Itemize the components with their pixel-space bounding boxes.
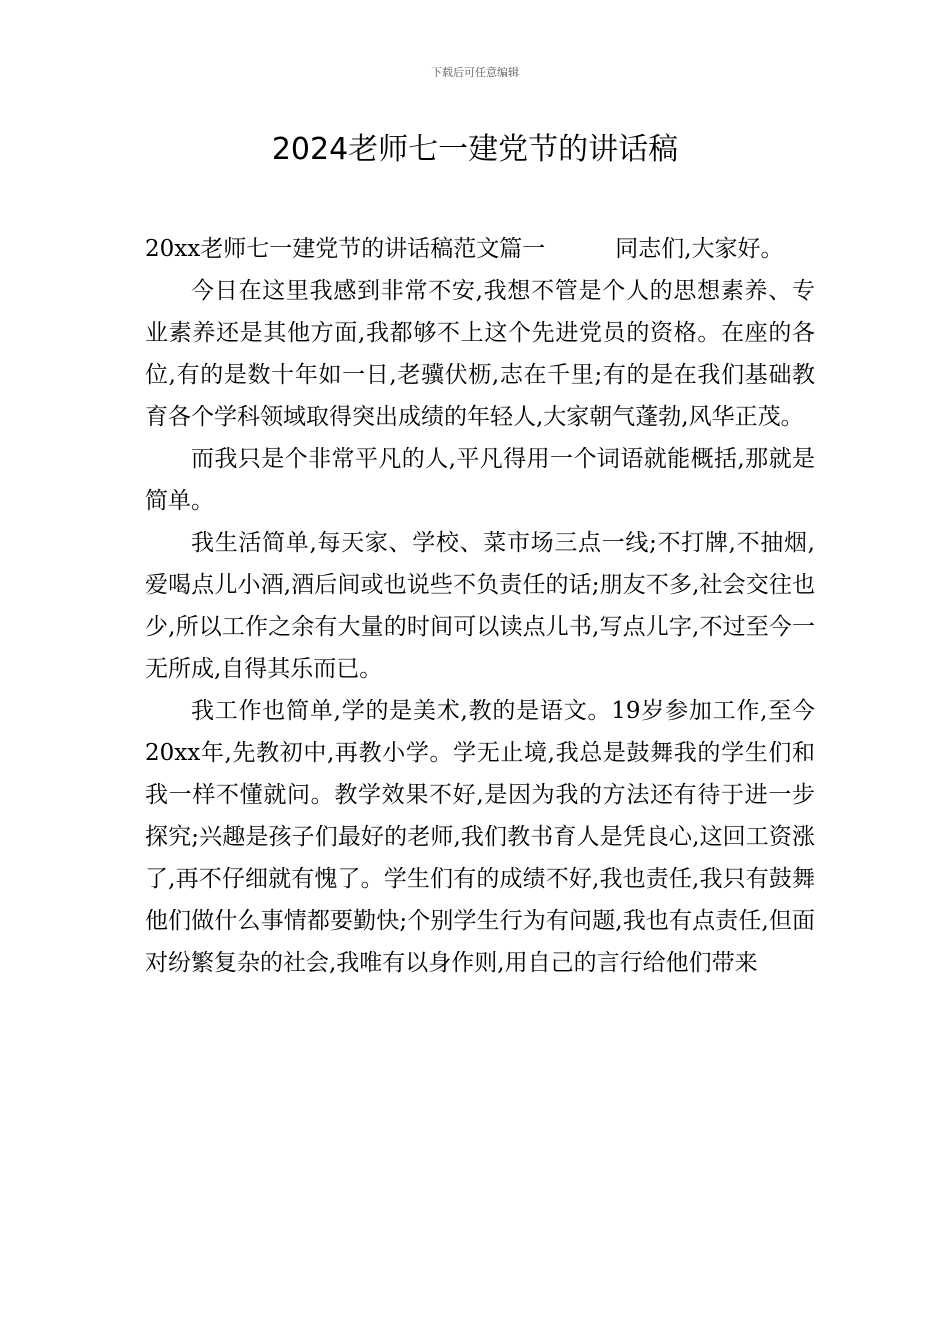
paragraph-2: 而我只是个非常平凡的人,平凡得用一个词语就能概括,那就是简单。: [145, 446, 815, 514]
greeting: 同志们,大家好。: [615, 236, 784, 262]
paragraph-3: 我生活简单,每天家、学校、菜市场三点一线;不打牌,不抽烟,爱喝点儿小酒,酒后间或也说些不负责任的话;朋友不多,社会交往也少,所以工作之余有大量的时间可以读点儿书,写点儿字,不过至今一无所成,自得其乐而已。: [145, 530, 815, 682]
paragraph-4: 我工作也简单,学的是美术,教的是语文。19岁参加工作,至今20xx年,先教初中,再教小学。学无止境,我总是鼓舞我的学生们和我一样不懂就问。教学效果不好,是因为我的方法还有待于进一步探究;兴趣是孩子们最好的老师,我们教书育人是凭良心,这回工资涨了,再不仔细就有愧了。学生们有的成绩不好,我也责任,我只有鼓舞他们做什么事情都要勤快;个别学生行为有问题,我也有点责任,但面对纷繁复杂的社会,我唯有以身作则,用自己的言行给他们带来: [145, 698, 815, 976]
intro-heading: 20xx老师七一建党节的讲话稿范文篇一: [145, 236, 546, 262]
paragraph-1: 今日在这里我感到非常不安,我想不管是个人的思想素养、专业素养还是其他方面,我都够不上这个先进党员的资格。在座的各位,有的是数十年如一日,老骥伏枥,志在千里;有的是在我们基础教育各个学科领域取得突出成绩的年轻人,大家朝气蓬勃,风华正茂。: [145, 278, 815, 430]
header-note: 下载后可任意编辑: [431, 66, 519, 79]
intro-line: [145, 228, 815, 270]
page-title: 2024老师七一建党节的讲话稿: [271, 132, 679, 167]
document-body: [145, 228, 815, 984]
